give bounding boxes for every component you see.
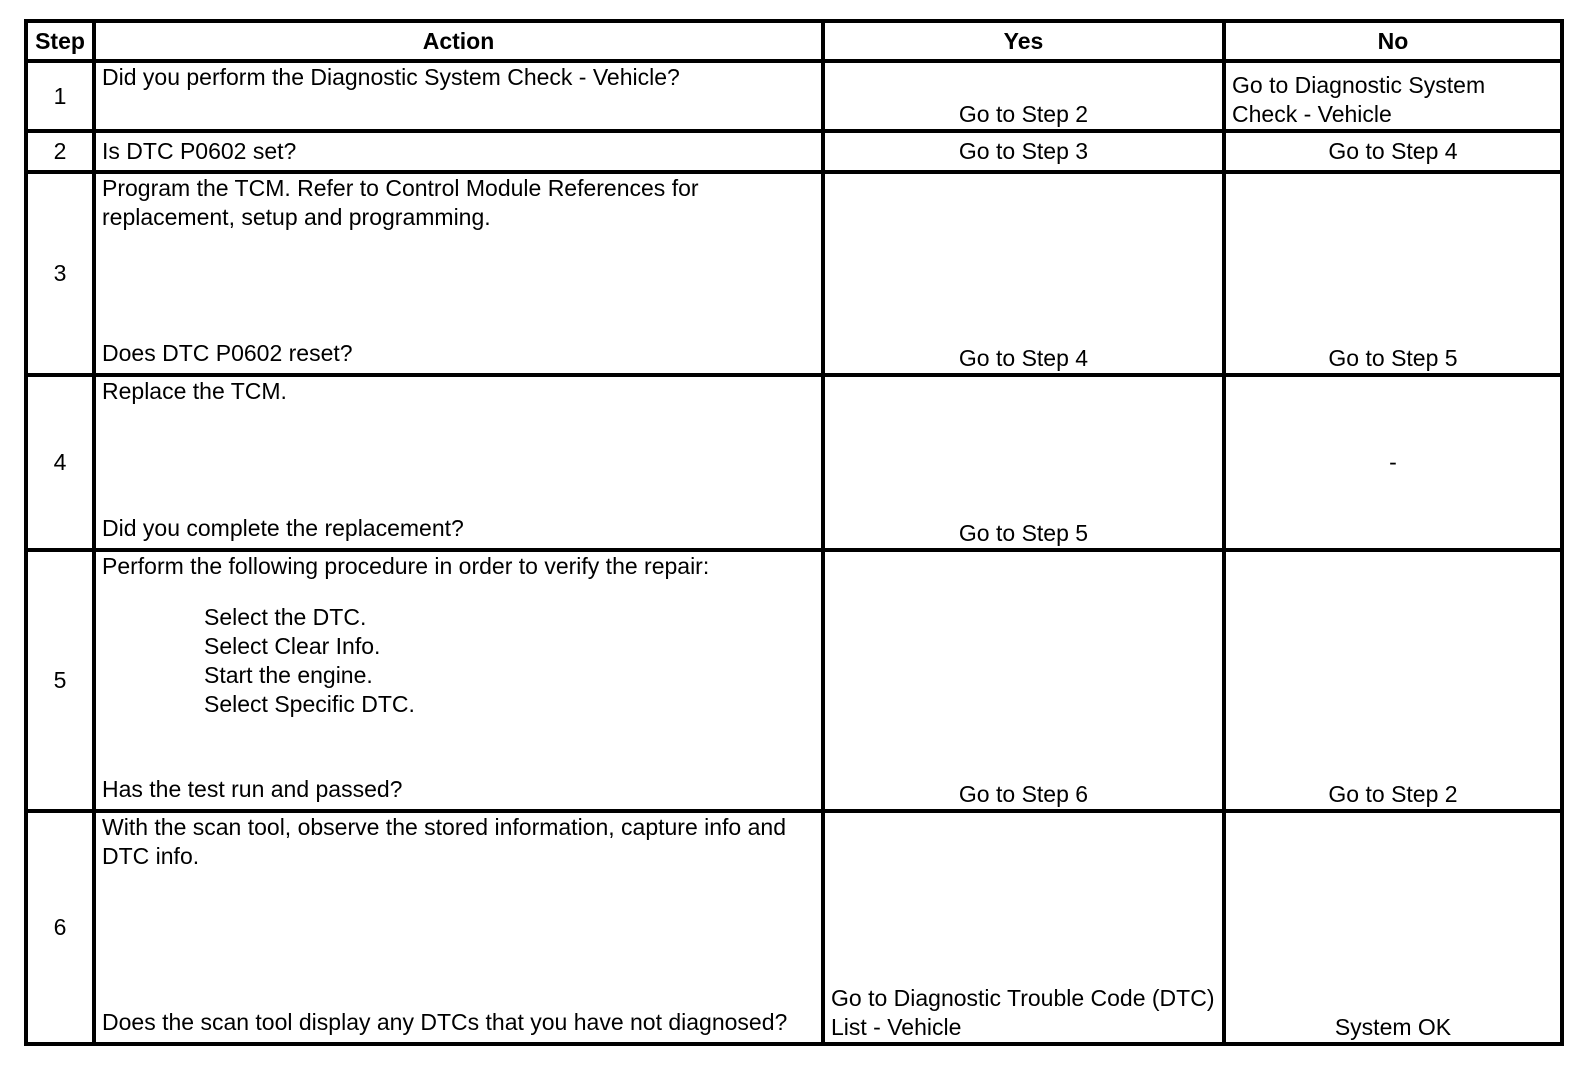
action-text: Program the TCM. Refer to Control Module References for replacement, setup and programming. bbox=[102, 175, 699, 230]
action-text: Perform the following procedure in order to verify the repair: bbox=[102, 553, 710, 579]
action-question: Does DTC P0602 reset? bbox=[102, 340, 353, 366]
table-row bbox=[26, 375, 1562, 550]
yes-cell: Go to Step 2 bbox=[823, 61, 1224, 131]
substep-item: Select Clear Info. bbox=[204, 633, 381, 659]
action-cell bbox=[94, 172, 823, 375]
header-action: Action bbox=[94, 21, 823, 61]
step-number: 5 bbox=[26, 550, 94, 811]
action-cell bbox=[94, 375, 823, 550]
table-row bbox=[26, 131, 1562, 172]
substep-list bbox=[102, 603, 815, 719]
yes-cell: Go to Step 6 bbox=[823, 550, 1224, 811]
step-number: 3 bbox=[26, 172, 94, 375]
table-row bbox=[26, 811, 1562, 1044]
no-cell: Go to Step 4 bbox=[1224, 131, 1562, 172]
step-number: 6 bbox=[26, 811, 94, 1044]
header-no: No bbox=[1224, 21, 1562, 61]
no-cell: Go to Step 5 bbox=[1224, 172, 1562, 375]
header-row bbox=[26, 21, 1562, 61]
action-question: Does the scan tool display any DTCs that you have not diagnosed? bbox=[102, 1009, 788, 1035]
no-cell: Go to Diagnostic System Check - Vehicle bbox=[1224, 61, 1562, 131]
no-cell: Go to Step 2 bbox=[1224, 550, 1562, 811]
table-row bbox=[26, 61, 1562, 131]
yes-cell: Go to Diagnostic Trouble Code (DTC) List - Vehicle bbox=[823, 811, 1224, 1044]
no-cell: System OK bbox=[1224, 811, 1562, 1044]
action-cell: Did you perform the Diagnostic System Check - Vehicle? bbox=[94, 61, 823, 131]
action-question: Did you complete the replacement? bbox=[102, 515, 464, 541]
header-step: Step bbox=[26, 21, 94, 61]
header-yes: Yes bbox=[823, 21, 1224, 61]
step-number: 2 bbox=[26, 131, 94, 172]
step-number: 1 bbox=[26, 61, 94, 131]
action-text: Replace the TCM. bbox=[102, 378, 287, 404]
no-cell: - bbox=[1224, 375, 1562, 550]
substep-item: Select Specific DTC. bbox=[204, 691, 415, 717]
table-row bbox=[26, 550, 1562, 811]
yes-cell: Go to Step 5 bbox=[823, 375, 1224, 550]
table-row bbox=[26, 172, 1562, 375]
action-cell bbox=[94, 811, 823, 1044]
yes-cell: Go to Step 4 bbox=[823, 172, 1224, 375]
substep-item: Start the engine. bbox=[204, 662, 373, 688]
step-number: 4 bbox=[26, 375, 94, 550]
action-text: With the scan tool, observe the stored information, capture info and DTC info. bbox=[102, 814, 786, 869]
substep-item: Select the DTC. bbox=[204, 604, 367, 630]
diagnostic-table bbox=[24, 19, 1564, 1046]
action-cell: Is DTC P0602 set? bbox=[94, 131, 823, 172]
yes-cell: Go to Step 3 bbox=[823, 131, 1224, 172]
action-question: Has the test run and passed? bbox=[102, 776, 403, 802]
action-cell bbox=[94, 550, 823, 811]
